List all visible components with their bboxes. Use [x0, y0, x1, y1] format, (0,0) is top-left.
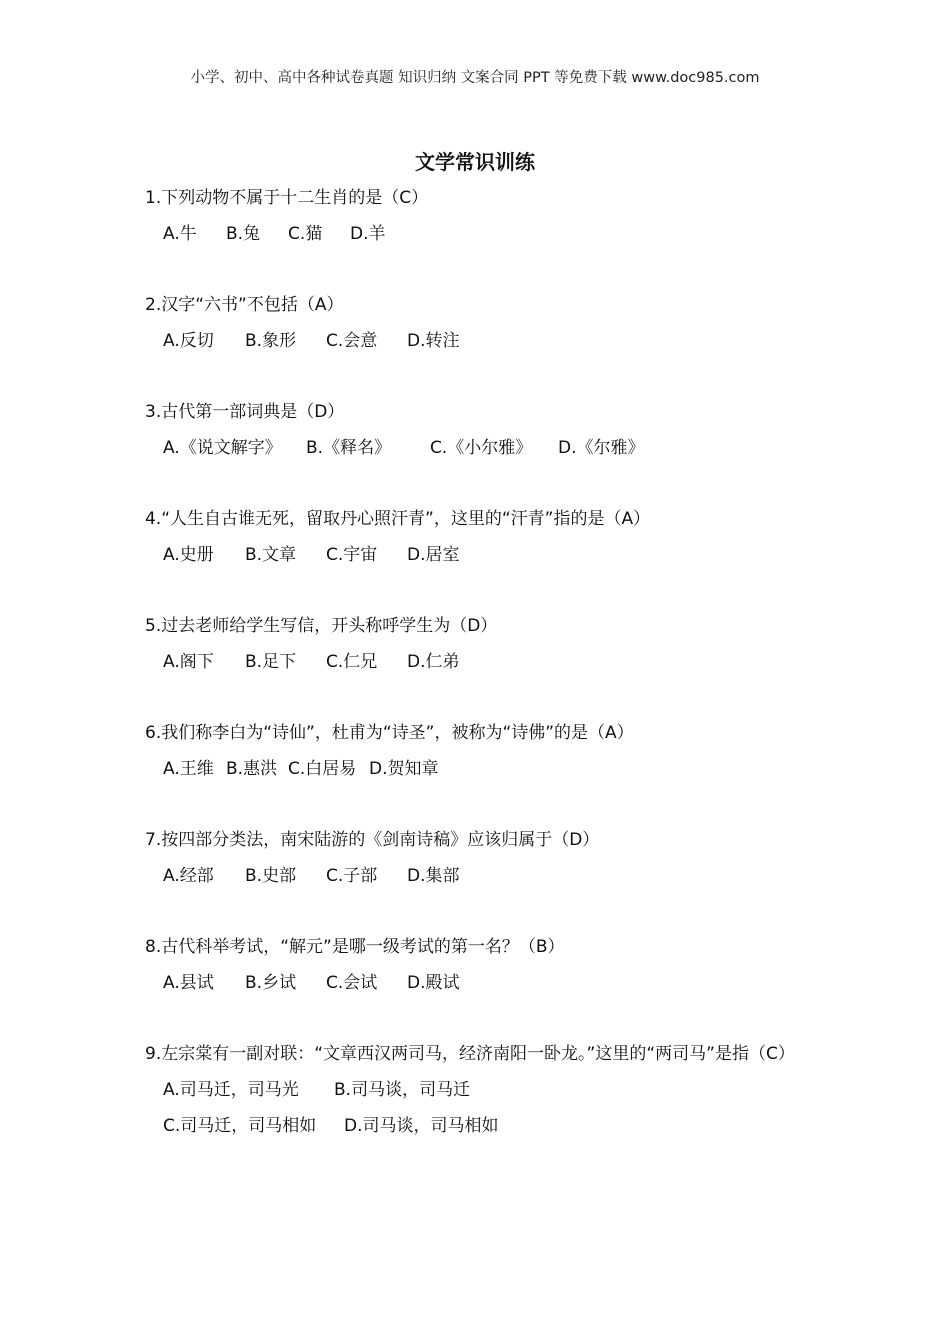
- option-b: B.文章: [245, 545, 297, 565]
- option-b: B.司马谈，司马迁: [334, 1080, 471, 1100]
- option-row: [145, 216, 825, 252]
- option-c: C.子部: [326, 866, 378, 886]
- option-a: A.《说文解字》: [163, 438, 282, 458]
- option-row: [145, 537, 825, 573]
- question-text: 8.古代科举考试，“解元”是哪一级考试的第一名？（B）: [145, 937, 565, 957]
- option-d: D.转注: [407, 331, 460, 351]
- option-b: B.兔: [226, 224, 261, 244]
- question-text: 6.我们称李白为“诗仙”，杜甫为“诗圣”，被称为“诗佛”的是（A）: [145, 723, 634, 743]
- page-title: 文学常识训练: [415, 150, 535, 174]
- option-c: C.会意: [326, 331, 378, 351]
- option-d: D.贺知章: [369, 759, 439, 779]
- option-b: B.足下: [245, 652, 297, 672]
- option-b: B.象形: [245, 331, 297, 351]
- option-row: [145, 644, 825, 680]
- option-row: [145, 323, 825, 359]
- question-text: 2.汉字“六书”不包括（A）: [145, 295, 344, 315]
- question-text: 4.“人生自古谁无死，留取丹心照汗青”，这里的“汗青”指的是（A）: [145, 509, 651, 529]
- question-text: 7.按四部分类法，南宋陆游的《剑南诗稿》应该归属于（D）: [145, 830, 600, 850]
- question-list: [145, 180, 825, 1179]
- question-8: [145, 929, 825, 1001]
- option-row: [145, 1072, 825, 1108]
- option-d: D.《尔雅》: [558, 438, 645, 458]
- option-c: C.司马迁，司马相如: [163, 1116, 317, 1136]
- question-4: [145, 501, 825, 573]
- question-6: [145, 715, 825, 787]
- option-a: A.史册: [163, 545, 214, 565]
- option-c: C.会试: [326, 973, 378, 993]
- option-a: A.县试: [163, 973, 214, 993]
- option-row: [145, 751, 825, 787]
- option-row: [145, 965, 825, 1001]
- option-row: [145, 430, 825, 466]
- page-header: 小学、初中、高中各种试卷真题 知识归纳 文案合同 PPT 等免费下载 www.doc985.com: [190, 70, 760, 86]
- question-5: [145, 608, 825, 680]
- option-b: B.乡试: [245, 973, 297, 993]
- option-a: A.反切: [163, 331, 214, 351]
- option-d: D.集部: [407, 866, 460, 886]
- option-a: A.经部: [163, 866, 214, 886]
- option-d: D.羊: [350, 224, 386, 244]
- option-c: C.仁兄: [326, 652, 378, 672]
- question-text: 3.古代第一部词典是（D）: [145, 402, 345, 422]
- option-c: C.宇宙: [326, 545, 378, 565]
- option-a: A.司马迁，司马光: [163, 1080, 299, 1100]
- question-text: 9.左宗棠有一副对联：“文章西汉两司马，经济南阳一卧龙。”这里的“两司马”是指（C）: [145, 1044, 795, 1064]
- option-row: [145, 1108, 825, 1144]
- option-c: C.白居易: [288, 759, 357, 779]
- option-row: [145, 858, 825, 894]
- option-a: A.阁下: [163, 652, 214, 672]
- option-c: C.《小尔雅》: [430, 438, 533, 458]
- option-d: D.居室: [407, 545, 460, 565]
- question-7: [145, 822, 825, 894]
- question-text: 5.过去老师给学生写信，开头称呼学生为（D）: [145, 616, 498, 636]
- option-a: A.王维: [163, 759, 214, 779]
- option-d: D.殿试: [407, 973, 460, 993]
- question-9: [145, 1036, 825, 1144]
- option-c: C.猫: [288, 224, 323, 244]
- option-d: D.司马谈，司马相如: [344, 1116, 499, 1136]
- option-b: B.惠洪: [226, 759, 278, 779]
- option-a: A.牛: [163, 224, 197, 244]
- option-b: B.《释名》: [306, 438, 392, 458]
- question-text: 1.下列动物不属于十二生肖的是（C）: [145, 188, 429, 208]
- question-3: [145, 394, 825, 466]
- question-2: [145, 287, 825, 359]
- option-b: B.史部: [245, 866, 297, 886]
- option-d: D.仁弟: [407, 652, 460, 672]
- question-1: [145, 180, 825, 252]
